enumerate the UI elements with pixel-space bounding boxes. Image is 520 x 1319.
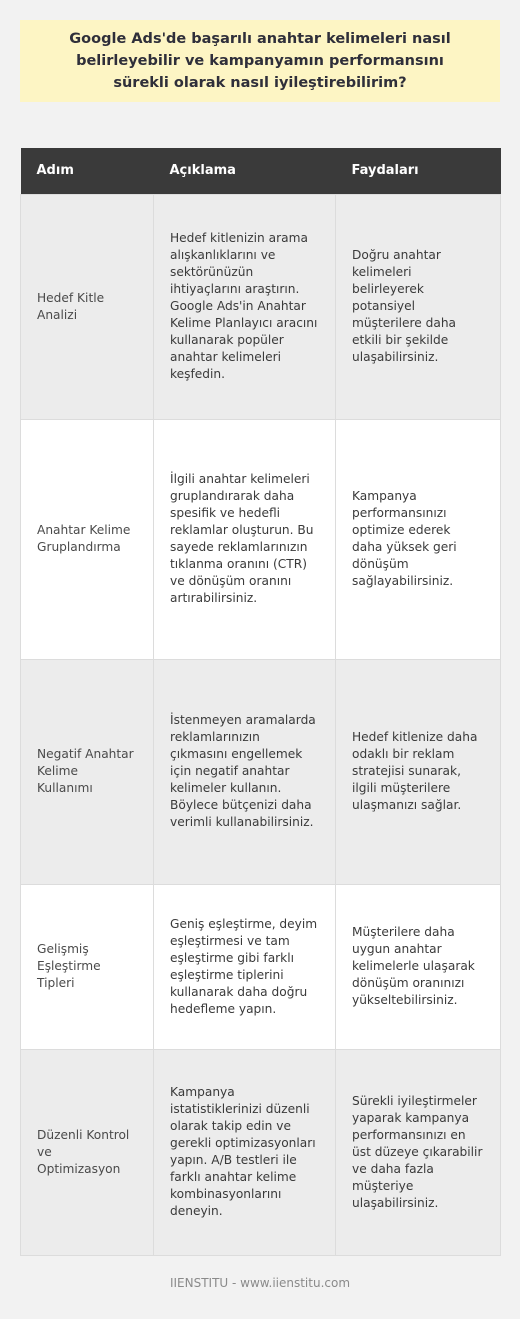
row-benefits: Sürekli iyileştirmeler yaparak kampanya performansınızı en üst düzeye çıkarabilir ve daha fazla müşteriye ulaşabilirsiniz. [336,1049,501,1255]
footer-credit: IIENSTITU - www.iienstitu.com [169,1276,351,1290]
table-row [21,1049,501,1255]
row-description: Hedef kitlenizin arama alışkanlıklarını ve sektörünüzün ihtiyaçlarını araştırın. Google Ads'in Anahtar Kelime Planlayıcı aracını kullanarak popüler anahtar kelimeleri keşfedin. [154,194,336,419]
row-benefits: Müşterilere daha uygun anahtar kelimelerle ulaşarak dönüşüm oranınızı yükseltebilirsiniz. [336,884,501,1049]
row-step: Düzenli Kontrol ve Optimizasyon [21,1049,154,1255]
row-step: Gelişmiş Eşleştirme Tipleri [21,884,154,1049]
header-description: Açıklama [154,148,336,194]
steps-table [20,148,501,1256]
table-row [21,419,501,659]
row-benefits: Kampanya performansınızı optimize ederek daha yüksek geri dönüşüm sağlayabilirsiniz. [336,419,501,659]
row-benefits: Hedef kitlenize daha odaklı bir reklam stratejisi sunarak, ilgili müşterilere ulaşmanızı sağlar. [336,659,501,884]
table-header-row [21,148,501,194]
table-row [21,659,501,884]
row-step: Negatif Anahtar Kelime Kullanımı [21,659,154,884]
title-banner [20,20,500,102]
row-description: İstenmeyen aramalarda reklamlarınızın çıkmasını engellemek için negatif anahtar kelimeler kullanın. Böylece bütçenizi daha verimli kullanabilirsiniz. [154,659,336,884]
row-description: Kampanya istatistiklerinizi düzenli olarak takip edin ve gerekli optimizasyonları yapın. A/B testleri ile farklı anahtar kelime kombinasyonlarını deneyin. [154,1049,336,1255]
page-title: Google Ads'de başarılı anahtar kelimeleri nasıl belirleyebilir ve kampanyamın performansını sürekli olarak nasıl iyileştirebilirim? [69,31,451,91]
header-step: Adım [21,148,154,194]
row-benefits: Doğru anahtar kelimeleri belirleyerek potansiyel müşterilere daha etkili bir şekilde ulaşabilirsiniz. [336,194,501,419]
table-row [21,884,501,1049]
row-step: Anahtar Kelime Gruplandırma [21,419,154,659]
row-description: Geniş eşleştirme, deyim eşleştirmesi ve tam eşleştirme gibi farklı eşleştirme tiplerini kullanarak daha doğru hedefleme yapın. [154,884,336,1049]
header-benefits: Faydaları [336,148,501,194]
table-row [21,194,501,419]
row-description: İlgili anahtar kelimeleri gruplandırarak daha spesifik ve hedefli reklamlar oluşturun. Bu sayede reklamlarınızın tıklanma oranını (CTR) ve dönüşüm oranını artırabilirsiniz. [154,419,336,659]
row-step: Hedef Kitle Analizi [21,194,154,419]
